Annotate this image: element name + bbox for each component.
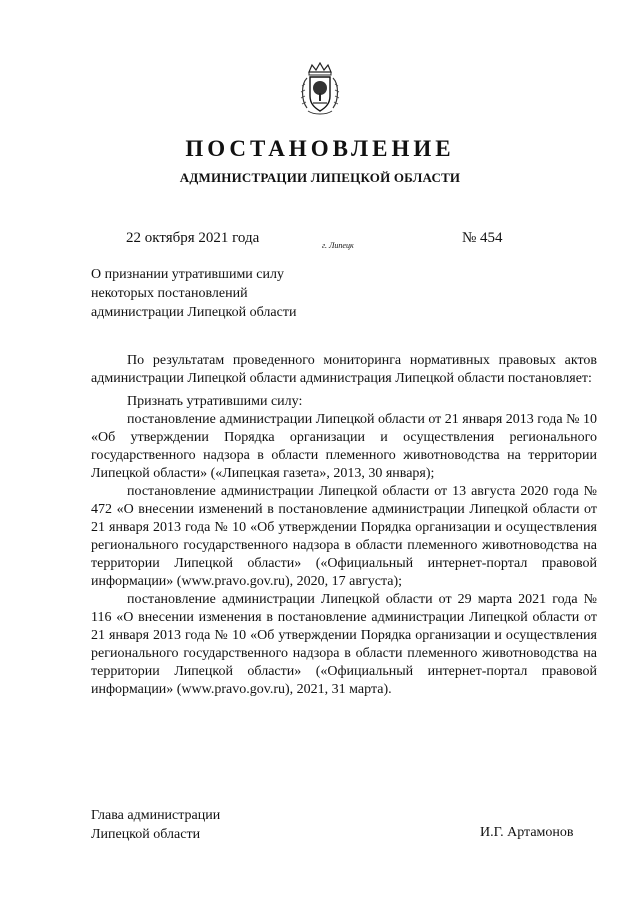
- intro-paragraph: По результатам проведенного мониторинга нормативных правовых актов администрации Липецкой области администрация Липецкой области постановляет:: [91, 353, 597, 386]
- coat-of-arms-icon: [299, 62, 341, 116]
- document-city: г. Липецк: [322, 241, 354, 250]
- signatory-name: И.Г. Артамонов: [480, 825, 574, 840]
- heading-line: О признании утратившими силу: [91, 267, 284, 282]
- position-line: Глава администрации: [91, 808, 221, 823]
- repealed-item: постановление администрации Липецкой области от 21 января 2013 года № 10 «Об утверждении Порядка организации и осуществления регионального государственного надзора в области племенного животноводства на территории Липецкой области» («Липецкая газета», 2013, 30 января);: [91, 412, 597, 481]
- signatory-position: [91, 806, 220, 844]
- document-heading: [91, 265, 296, 322]
- repealed-item: постановление администрации Липецкой области от 29 марта 2021 года № 116 «О внесении изменения в постановление администрации Липецкой области от 21 января 2013 года № 10 «Об утверждении Порядка организации и осуществления регионального государственного надзора в области племенного животноводства на территории Липецкой области» («Официальный интернет-портал правовой информации» (www.pravo.gov.ru), 2021, 31 марта).: [91, 592, 597, 697]
- decision-paragraph: Признать утратившими силу:: [127, 394, 303, 409]
- heading-line: администрации Липецкой области: [91, 305, 297, 320]
- document-body: [91, 352, 597, 699]
- position-line: Липецкой области: [91, 827, 201, 842]
- document-number: № 454: [462, 230, 503, 246]
- document-title: ПОСТАНОВЛЕНИЕ: [185, 136, 455, 161]
- document-date: 22 октября 2021 года: [126, 230, 260, 246]
- issuing-authority: АДМИНИСТРАЦИИ ЛИПЕЦКОЙ ОБЛАСТИ: [179, 170, 461, 185]
- heading-line: некоторых постановлений: [91, 286, 248, 301]
- repealed-item: постановление администрации Липецкой области от 13 августа 2020 года № 472 «О внесении изменений в постановление администрации Липецкой области от 21 января 2013 года № 10 «Об утверждении Порядка организации и осуществления регионального государственного надзора в области племенного животноводства на территории Липецкой области» («Официальный интернет-портал правовой информации» (www.pravo.gov.ru), 2020, 17 августа);: [91, 484, 597, 589]
